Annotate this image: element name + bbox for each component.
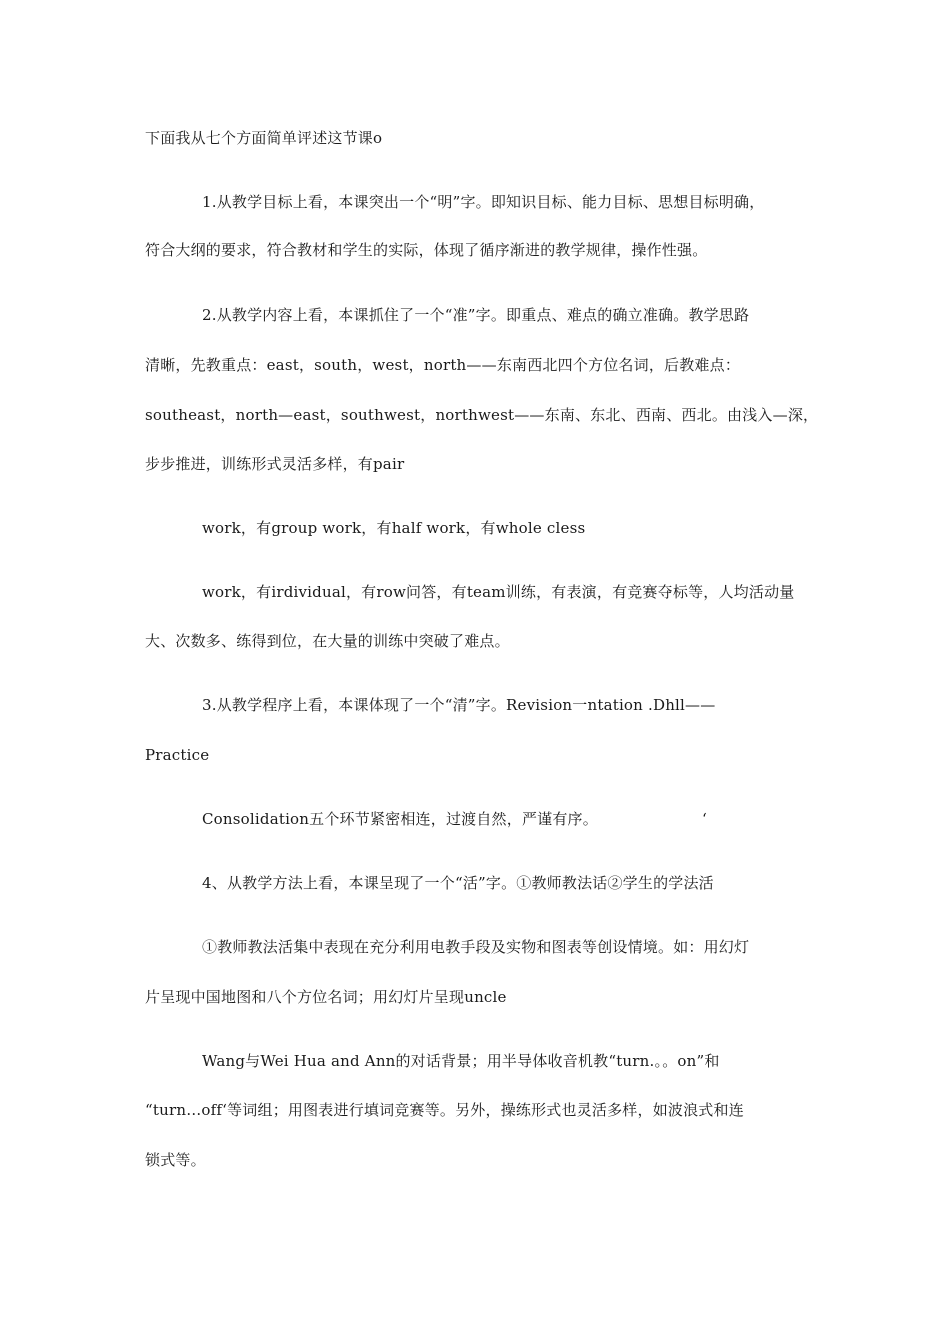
point-3-line-2: Practice bbox=[145, 746, 210, 764]
point-4-line-2: ①教师教法活集中表现在充分利用电教手段及实物和图表等创设情境。如：用幻灯 bbox=[202, 938, 750, 956]
point-1-line-1: 1.从教学目标上看，本课突出一个“明”字。即知识目标、能力目标、思想目标明确， bbox=[202, 193, 765, 211]
point-4-line-6: 锁式等。 bbox=[145, 1151, 206, 1169]
point-3-line-1: 3.从教学程序上看，本课体现了一个“清”字。Revision一ntation .Dhll—— bbox=[202, 696, 716, 714]
point-2-line-6: work，有irdividual，有row问答，有team训练，有表演，有竞赛夺标等，人均活动量 bbox=[202, 583, 795, 601]
point-4-line-3: 片呈现中国地图和八个方位名词；用幻灯片呈现uncle bbox=[145, 988, 507, 1006]
point-1-line-2: 符合大纲的要求，符合教材和学生的实际，体现了循序渐进的教学规律，操作性强。 bbox=[145, 241, 708, 259]
point-4-line-4: Wang与Wei Hua and Ann的对话背景；用半导体收音机教“turn.。。on”和 bbox=[202, 1052, 720, 1070]
point-2-line-1: 2.从教学内容上看，本课抓住了一个“准”字。即重点、难点的确立准确。教学思路 bbox=[202, 306, 750, 324]
intro-line: 下面我从七个方面简单评述这节课o bbox=[145, 129, 383, 147]
point-3-line-3: Consolidation五个环节紧密相连，过渡自然，严谨有序。 bbox=[202, 810, 598, 828]
point-2-line-3: southeast，north—east，southwest，northwest——东南、东北、西南、西北。由浅入—深， bbox=[145, 406, 819, 424]
point-2-line-7: 大、次数多、练得到位，在大量的训练中突破了难点。 bbox=[145, 632, 510, 650]
point-2-line-4: 步步推进，训练形式灵活多样，有pair bbox=[145, 455, 405, 473]
point-2-line-5: work，有group work，有half work，有whole cless bbox=[202, 519, 586, 537]
point-4-line-1: 4、从教学方法上看，本课呈现了一个“活”字。①教师教法话②学生的学法活 bbox=[202, 874, 714, 892]
stray-mark: ‘ bbox=[702, 810, 707, 828]
point-2-line-2: 清晰，先教重点：east，south，west，north——东南西北四个方位名词，后教难点： bbox=[145, 356, 741, 374]
point-4-line-5: “turn…off‘等词组；用图表进行填词竞赛等。另外，操练形式也灵活多样，如波浪式和连 bbox=[145, 1101, 744, 1119]
